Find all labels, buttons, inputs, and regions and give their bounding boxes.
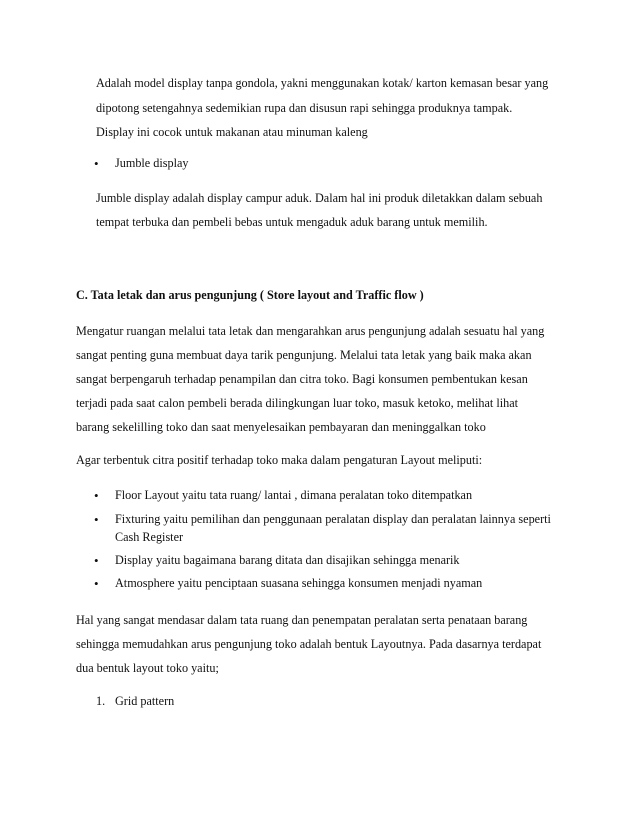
list-item-fixturing-cont: Cash Register (115, 530, 184, 544)
numbered-item-grid-pattern: Grid pattern (115, 694, 175, 708)
para1-line-5: barang sekelilling toko dan saat menyelesaikan pembayaran dan meninggalkan toko (76, 420, 486, 434)
para1-line-1: Mengatur ruangan melalui tata letak dan mengarahkan arus pengunjung adalah sesuatu hal yang (76, 324, 545, 338)
list-item-display: Display yaitu bagaimana barang ditata dan disajikan sehingga menarik (115, 553, 460, 567)
bullet-icon: • (94, 488, 99, 503)
para1-line-2: sangat penting guna membuat daya tarik pengunjung. Melalui tata letak yang baik maka akan (76, 348, 532, 362)
section-c-heading: C. Tata letak dan arus pengunjung ( Store layout and Traffic flow ) (76, 288, 424, 302)
list-item-floor-layout: Floor Layout yaitu tata ruang/ lantai , dimana peralatan toko ditempatkan (115, 488, 473, 502)
para2: Agar terbentuk citra positif terhadap toko maka dalam pengaturan Layout meliputi: (76, 453, 483, 467)
bullet-icon: • (94, 156, 99, 171)
jumble-heading: Jumble display (115, 156, 189, 170)
bullet-icon: • (94, 576, 99, 591)
jumble-line-1: Jumble display adalah display campur aduk. Dalam hal ini produk diletakkan dalam sebuah (96, 191, 543, 205)
para3-line-3: dua bentuk layout toko yaitu; (76, 661, 219, 675)
bullet-icon: • (94, 512, 99, 527)
para1-line-3: sangat berpengaruh terhadap penampilan dan citra toko. Bagi konsumen pembentukan kesan (76, 372, 528, 386)
bullet-icon: • (94, 553, 99, 568)
intro-line-3: Display ini cocok untuk makanan atau minuman kaleng (96, 125, 368, 139)
intro-line-1: Adalah model display tanpa gondola, yakni menggunakan kotak/ karton kemasan besar yang (96, 76, 549, 90)
numbered-item-number: 1. (96, 694, 106, 708)
jumble-line-2: tempat terbuka dan pembeli bebas untuk mengaduk aduk barang untuk memilih. (96, 215, 488, 229)
para3-line-2: sehingga memudahkan arus pengunjung toko adalah bentuk Layoutnya. Pada dasarnya terdapat (76, 637, 542, 651)
para3-line-1: Hal yang sangat mendasar dalam tata ruang dan penempatan peralatan serta penataan barang (76, 613, 528, 627)
list-item-atmosphere: Atmosphere yaitu penciptaan suasana sehingga konsumen menjadi nyaman (115, 576, 483, 590)
intro-line-2: dipotong setengahnya sedemikian rupa dan disusun rapi sehingga produknya tampak. (96, 101, 513, 115)
list-item-fixturing: Fixturing yaitu pemilihan dan penggunaan peralatan display dan peralatan lainnya seperti (115, 512, 551, 526)
para1-line-4: terjadi pada saat calon pembeli berada dilingkungan luar toko, masuk ketoko, melihat lihat (76, 396, 518, 410)
